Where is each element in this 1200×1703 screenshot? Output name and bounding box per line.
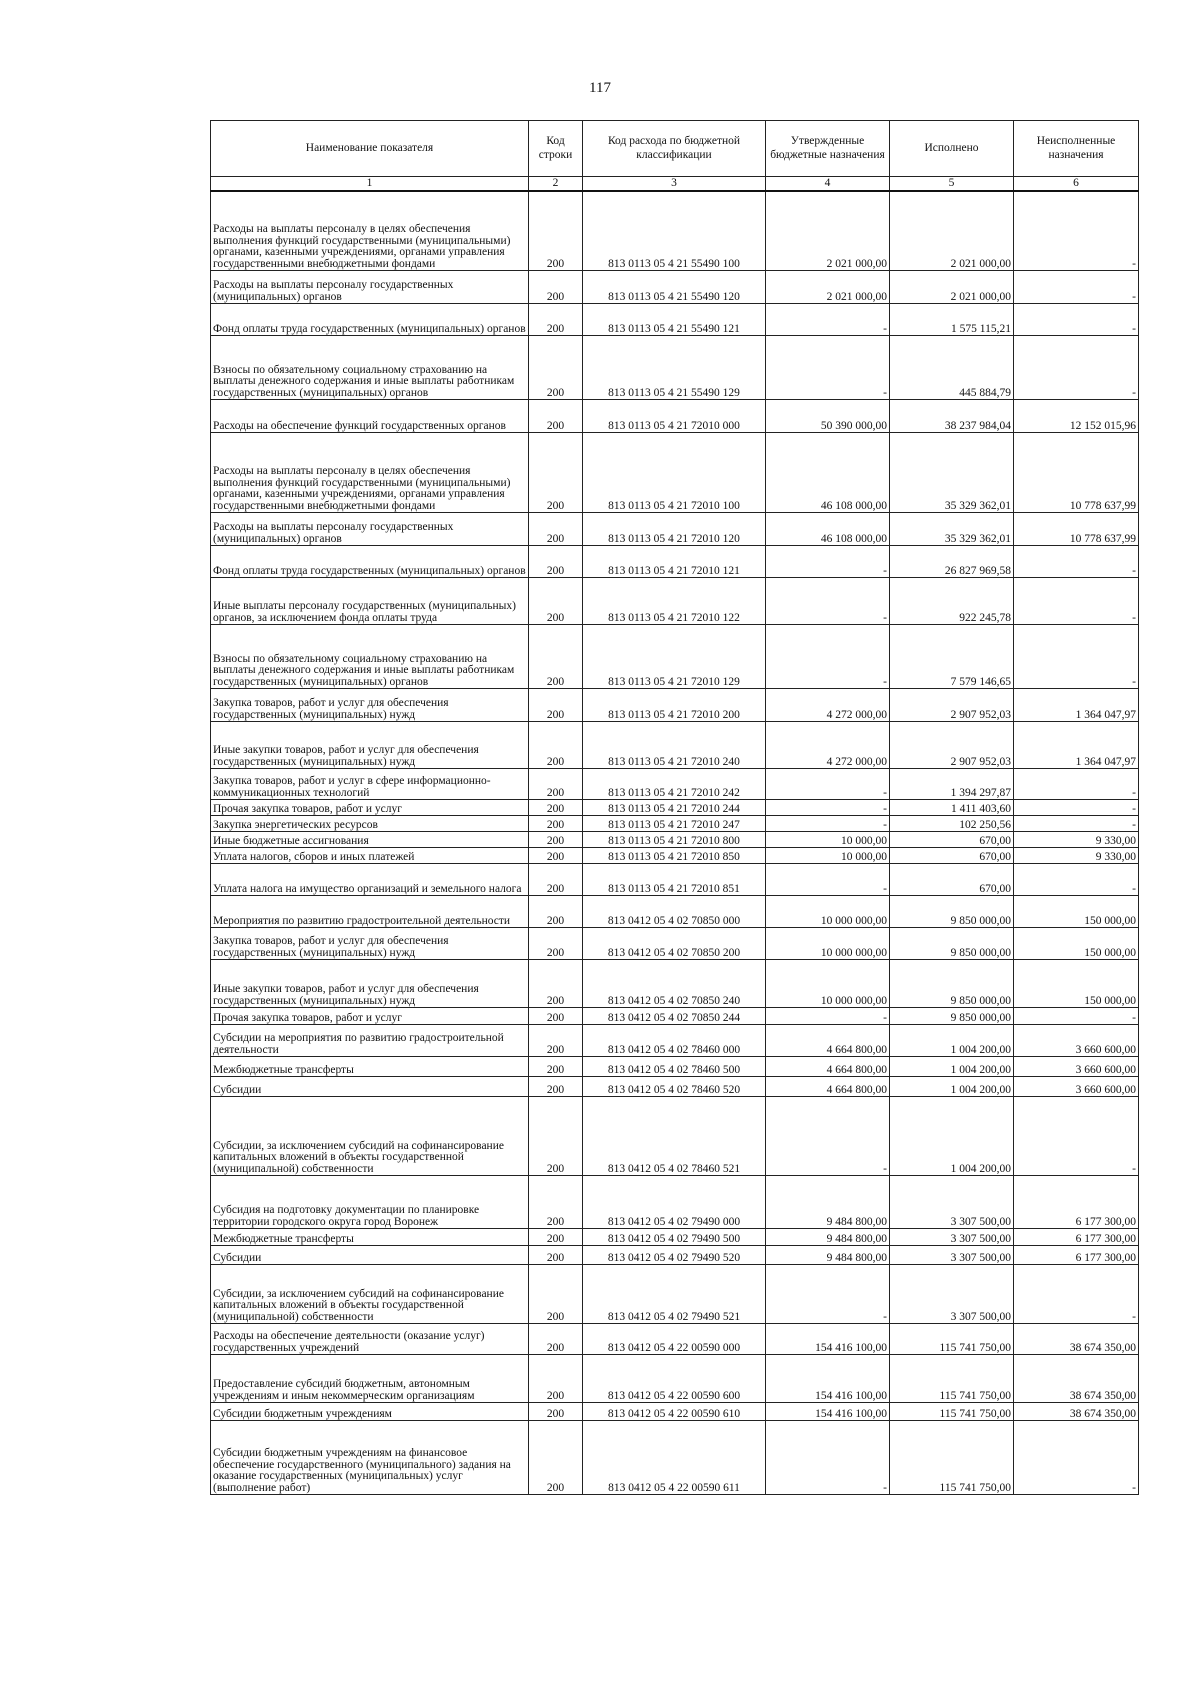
unexecuted-cell: 150 000,00 bbox=[1014, 896, 1139, 928]
unexecuted-cell: - bbox=[1014, 1097, 1139, 1176]
executed-cell: 9 850 000,00 bbox=[890, 1008, 1014, 1025]
table-row bbox=[211, 625, 1139, 689]
classification-cell: 813 0113 05 4 21 72010 240 bbox=[583, 722, 766, 769]
executed-cell: 35 329 362,01 bbox=[890, 433, 1014, 513]
executed-cell: 9 850 000,00 bbox=[890, 896, 1014, 928]
table-row bbox=[211, 1176, 1139, 1229]
approved-cell: 9 484 800,00 bbox=[766, 1229, 890, 1246]
row-code-cell: 200 bbox=[529, 1176, 583, 1229]
indicator-name-cell: Иные закупки товаров, работ и услуг для обеспечения государственных (муниципальных) нужд bbox=[211, 960, 529, 1008]
row-code-cell: 200 bbox=[529, 1229, 583, 1246]
table-row bbox=[211, 864, 1139, 896]
executed-cell: 115 741 750,00 bbox=[890, 1324, 1014, 1355]
unexecuted-cell: - bbox=[1014, 578, 1139, 625]
row-code-cell: 200 bbox=[529, 1246, 583, 1265]
approved-cell: 2 021 000,00 bbox=[766, 271, 890, 304]
executed-cell: 38 237 984,04 bbox=[890, 400, 1014, 433]
row-code-cell: 200 bbox=[529, 1421, 583, 1495]
table-row bbox=[211, 1265, 1139, 1324]
classification-cell: 813 0412 05 4 22 00590 000 bbox=[583, 1324, 766, 1355]
table-row bbox=[211, 769, 1139, 800]
executed-cell: 670,00 bbox=[890, 864, 1014, 896]
approved-cell: 9 484 800,00 bbox=[766, 1176, 890, 1229]
executed-cell: 35 329 362,01 bbox=[890, 513, 1014, 546]
table-row bbox=[211, 1355, 1139, 1403]
unexecuted-cell: - bbox=[1014, 816, 1139, 832]
approved-cell: 10 000 000,00 bbox=[766, 896, 890, 928]
classification-cell: 813 0113 05 4 21 72010 000 bbox=[583, 400, 766, 433]
classification-cell: 813 0412 05 4 22 00590 611 bbox=[583, 1421, 766, 1495]
executed-cell: 1 004 200,00 bbox=[890, 1057, 1014, 1077]
classification-cell: 813 0113 05 4 21 72010 129 bbox=[583, 625, 766, 689]
column-number: 4 bbox=[766, 177, 890, 191]
table-row bbox=[211, 546, 1139, 578]
column-number: 3 bbox=[583, 177, 766, 191]
header-budget-classification: Код расхода по бюджетной классификации bbox=[583, 121, 766, 177]
executed-cell: 670,00 bbox=[890, 848, 1014, 864]
unexecuted-cell: 38 674 350,00 bbox=[1014, 1403, 1139, 1421]
unexecuted-cell: 3 660 600,00 bbox=[1014, 1057, 1139, 1077]
table-row bbox=[211, 1008, 1139, 1025]
approved-cell: - bbox=[766, 769, 890, 800]
classification-cell: 813 0412 05 4 22 00590 610 bbox=[583, 1403, 766, 1421]
indicator-name-cell: Расходы на выплаты персоналу в целях обеспечения выполнения функций государственными (муниципальными) органами, казенными учреждениями, органами управления государственными внебюджетными фондами bbox=[211, 191, 529, 271]
classification-cell: 813 0113 05 4 21 72010 851 bbox=[583, 864, 766, 896]
classification-cell: 813 0412 05 4 02 78460 521 bbox=[583, 1097, 766, 1176]
row-code-cell: 200 bbox=[529, 304, 583, 336]
classification-cell: 813 0412 05 4 02 79490 520 bbox=[583, 1246, 766, 1265]
approved-cell: 154 416 100,00 bbox=[766, 1403, 890, 1421]
table-row bbox=[211, 722, 1139, 769]
row-code-cell: 200 bbox=[529, 1265, 583, 1324]
approved-cell: - bbox=[766, 864, 890, 896]
unexecuted-cell: - bbox=[1014, 1008, 1139, 1025]
classification-cell: 813 0113 05 4 21 72010 800 bbox=[583, 832, 766, 848]
classification-cell: 813 0412 05 4 02 78460 500 bbox=[583, 1057, 766, 1077]
unexecuted-cell: - bbox=[1014, 191, 1139, 271]
unexecuted-cell: 1 364 047,97 bbox=[1014, 689, 1139, 722]
classification-cell: 813 0113 05 4 21 72010 242 bbox=[583, 769, 766, 800]
table-row bbox=[211, 1324, 1139, 1355]
executed-cell: 115 741 750,00 bbox=[890, 1421, 1014, 1495]
table-row bbox=[211, 513, 1139, 546]
executed-cell: 102 250,56 bbox=[890, 816, 1014, 832]
classification-cell: 813 0113 05 4 21 55490 129 bbox=[583, 336, 766, 400]
row-code-cell: 200 bbox=[529, 1355, 583, 1403]
approved-cell: 2 021 000,00 bbox=[766, 191, 890, 271]
unexecuted-cell: - bbox=[1014, 336, 1139, 400]
classification-cell: 813 0113 05 4 21 72010 244 bbox=[583, 800, 766, 816]
row-code-cell: 200 bbox=[529, 336, 583, 400]
row-code-cell: 200 bbox=[529, 625, 583, 689]
approved-cell: 10 000 000,00 bbox=[766, 928, 890, 960]
indicator-name-cell: Фонд оплаты труда государственных (муниципальных) органов bbox=[211, 304, 529, 336]
row-code-cell: 200 bbox=[529, 864, 583, 896]
unexecuted-cell: 3 660 600,00 bbox=[1014, 1077, 1139, 1097]
approved-cell: - bbox=[766, 336, 890, 400]
approved-cell: 10 000 000,00 bbox=[766, 960, 890, 1008]
classification-cell: 813 0113 05 4 21 72010 200 bbox=[583, 689, 766, 722]
approved-cell: - bbox=[766, 1265, 890, 1324]
row-code-cell: 200 bbox=[529, 433, 583, 513]
row-code-cell: 200 bbox=[529, 928, 583, 960]
unexecuted-cell: 9 330,00 bbox=[1014, 832, 1139, 848]
table-row bbox=[211, 433, 1139, 513]
table-row bbox=[211, 1025, 1139, 1057]
unexecuted-cell: 150 000,00 bbox=[1014, 960, 1139, 1008]
classification-cell: 813 0412 05 4 22 00590 600 bbox=[583, 1355, 766, 1403]
executed-cell: 26 827 969,58 bbox=[890, 546, 1014, 578]
table-row bbox=[211, 832, 1139, 848]
unexecuted-cell: 12 152 015,96 bbox=[1014, 400, 1139, 433]
row-code-cell: 200 bbox=[529, 1324, 583, 1355]
indicator-name-cell: Уплата налога на имущество организаций и земельного налога bbox=[211, 864, 529, 896]
row-code-cell: 200 bbox=[529, 800, 583, 816]
table-row bbox=[211, 848, 1139, 864]
executed-cell: 2 907 952,03 bbox=[890, 722, 1014, 769]
table-row bbox=[211, 800, 1139, 816]
indicator-name-cell: Закупка товаров, работ и услуг для обеспечения государственных (муниципальных) нужд bbox=[211, 928, 529, 960]
table-row bbox=[211, 1077, 1139, 1097]
table-row bbox=[211, 578, 1139, 625]
approved-cell: - bbox=[766, 546, 890, 578]
classification-cell: 813 0412 05 4 02 70850 244 bbox=[583, 1008, 766, 1025]
executed-cell: 115 741 750,00 bbox=[890, 1403, 1014, 1421]
table-row bbox=[211, 816, 1139, 832]
indicator-name-cell: Прочая закупка товаров, работ и услуг bbox=[211, 1008, 529, 1025]
approved-cell: - bbox=[766, 816, 890, 832]
approved-cell: - bbox=[766, 1097, 890, 1176]
executed-cell: 2 907 952,03 bbox=[890, 689, 1014, 722]
classification-cell: 813 0412 05 4 02 78460 520 bbox=[583, 1077, 766, 1097]
approved-cell: 10 000,00 bbox=[766, 832, 890, 848]
executed-cell: 3 307 500,00 bbox=[890, 1229, 1014, 1246]
executed-cell: 670,00 bbox=[890, 832, 1014, 848]
executed-cell: 2 021 000,00 bbox=[890, 271, 1014, 304]
row-code-cell: 200 bbox=[529, 513, 583, 546]
unexecuted-cell: 150 000,00 bbox=[1014, 928, 1139, 960]
executed-cell: 7 579 146,65 bbox=[890, 625, 1014, 689]
indicator-name-cell: Субсидии bbox=[211, 1077, 529, 1097]
classification-cell: 813 0412 05 4 02 79490 500 bbox=[583, 1229, 766, 1246]
indicator-name-cell: Мероприятия по развитию градостроительной деятельности bbox=[211, 896, 529, 928]
table-row bbox=[211, 1229, 1139, 1246]
approved-cell: 46 108 000,00 bbox=[766, 513, 890, 546]
unexecuted-cell: 6 177 300,00 bbox=[1014, 1176, 1139, 1229]
unexecuted-cell: 3 660 600,00 bbox=[1014, 1025, 1139, 1057]
unexecuted-cell: - bbox=[1014, 1421, 1139, 1495]
indicator-name-cell: Фонд оплаты труда государственных (муниципальных) органов bbox=[211, 546, 529, 578]
unexecuted-cell: 10 778 637,99 bbox=[1014, 433, 1139, 513]
classification-cell: 813 0113 05 4 21 55490 121 bbox=[583, 304, 766, 336]
indicator-name-cell: Иные бюджетные ассигнования bbox=[211, 832, 529, 848]
indicator-name-cell: Уплата налогов, сборов и иных платежей bbox=[211, 848, 529, 864]
executed-cell: 2 021 000,00 bbox=[890, 191, 1014, 271]
table-row bbox=[211, 960, 1139, 1008]
unexecuted-cell: - bbox=[1014, 800, 1139, 816]
indicator-name-cell: Расходы на выплаты персоналу государственных (муниципальных) органов bbox=[211, 271, 529, 304]
unexecuted-cell: 1 364 047,97 bbox=[1014, 722, 1139, 769]
executed-cell: 1 394 297,87 bbox=[890, 769, 1014, 800]
row-code-cell: 200 bbox=[529, 1057, 583, 1077]
classification-cell: 813 0412 05 4 02 70850 240 bbox=[583, 960, 766, 1008]
row-code-cell: 200 bbox=[529, 1008, 583, 1025]
table-row bbox=[211, 400, 1139, 433]
approved-cell: - bbox=[766, 578, 890, 625]
approved-cell: 50 390 000,00 bbox=[766, 400, 890, 433]
table-row bbox=[211, 1403, 1139, 1421]
table-row bbox=[211, 1246, 1139, 1265]
table-row bbox=[211, 1057, 1139, 1077]
indicator-name-cell: Прочая закупка товаров, работ и услуг bbox=[211, 800, 529, 816]
row-code-cell: 200 bbox=[529, 722, 583, 769]
row-code-cell: 200 bbox=[529, 271, 583, 304]
row-code-cell: 200 bbox=[529, 1403, 583, 1421]
row-code-cell: 200 bbox=[529, 832, 583, 848]
unexecuted-cell: 10 778 637,99 bbox=[1014, 513, 1139, 546]
row-code-cell: 200 bbox=[529, 400, 583, 433]
executed-cell: 9 850 000,00 bbox=[890, 960, 1014, 1008]
classification-cell: 813 0113 05 4 21 55490 120 bbox=[583, 271, 766, 304]
table-row bbox=[211, 304, 1139, 336]
indicator-name-cell: Закупка товаров, работ и услуг в сфере информационно-коммуникационных технологий bbox=[211, 769, 529, 800]
approved-cell: 46 108 000,00 bbox=[766, 433, 890, 513]
executed-cell: 3 307 500,00 bbox=[890, 1246, 1014, 1265]
table-row bbox=[211, 191, 1139, 271]
classification-cell: 813 0412 05 4 02 70850 000 bbox=[583, 896, 766, 928]
classification-cell: 813 0113 05 4 21 72010 100 bbox=[583, 433, 766, 513]
indicator-name-cell: Субсидии, за исключением субсидий на софинансирование капитальных вложений в объекты государственной (муниципальной) собственности bbox=[211, 1265, 529, 1324]
classification-cell: 813 0113 05 4 21 72010 122 bbox=[583, 578, 766, 625]
classification-cell: 813 0412 05 4 02 79490 000 bbox=[583, 1176, 766, 1229]
unexecuted-cell: - bbox=[1014, 271, 1139, 304]
approved-cell: 4 664 800,00 bbox=[766, 1077, 890, 1097]
row-code-cell: 200 bbox=[529, 578, 583, 625]
table-row bbox=[211, 689, 1139, 722]
approved-cell: 154 416 100,00 bbox=[766, 1324, 890, 1355]
indicator-name-cell: Расходы на обеспечение функций государственных органов bbox=[211, 400, 529, 433]
approved-cell: 10 000,00 bbox=[766, 848, 890, 864]
indicator-name-cell: Иные закупки товаров, работ и услуг для обеспечения государственных (муниципальных) нужд bbox=[211, 722, 529, 769]
classification-cell: 813 0113 05 4 21 55490 100 bbox=[583, 191, 766, 271]
row-code-cell: 200 bbox=[529, 960, 583, 1008]
table-row bbox=[211, 928, 1139, 960]
approved-cell: 154 416 100,00 bbox=[766, 1355, 890, 1403]
executed-cell: 1 004 200,00 bbox=[890, 1025, 1014, 1057]
approved-cell: 4 664 800,00 bbox=[766, 1025, 890, 1057]
table-body bbox=[211, 191, 1139, 1495]
table-row bbox=[211, 896, 1139, 928]
approved-cell: 4 272 000,00 bbox=[766, 722, 890, 769]
unexecuted-cell: - bbox=[1014, 769, 1139, 800]
executed-cell: 9 850 000,00 bbox=[890, 928, 1014, 960]
classification-cell: 813 0113 05 4 21 72010 121 bbox=[583, 546, 766, 578]
executed-cell: 3 307 500,00 bbox=[890, 1176, 1014, 1229]
column-number: 2 bbox=[529, 177, 583, 191]
row-code-cell: 200 bbox=[529, 848, 583, 864]
unexecuted-cell: 6 177 300,00 bbox=[1014, 1246, 1139, 1265]
approved-cell: - bbox=[766, 1421, 890, 1495]
column-number: 5 bbox=[890, 177, 1014, 191]
row-code-cell: 200 bbox=[529, 546, 583, 578]
unexecuted-cell: - bbox=[1014, 864, 1139, 896]
row-code-cell: 200 bbox=[529, 1097, 583, 1176]
column-number: 6 bbox=[1014, 177, 1139, 191]
executed-cell: 1 004 200,00 bbox=[890, 1097, 1014, 1176]
executed-cell: 1 411 403,60 bbox=[890, 800, 1014, 816]
unexecuted-cell: 38 674 350,00 bbox=[1014, 1355, 1139, 1403]
indicator-name-cell: Расходы на обеспечение деятельности (оказание услуг) государственных учреждений bbox=[211, 1324, 529, 1355]
classification-cell: 813 0113 05 4 21 72010 850 bbox=[583, 848, 766, 864]
indicator-name-cell: Субсидии, за исключением субсидий на софинансирование капитальных вложений в объекты государственной (муниципальной) собственности bbox=[211, 1097, 529, 1176]
indicator-name-cell: Межбюджетные трансферты bbox=[211, 1057, 529, 1077]
classification-cell: 813 0412 05 4 02 70850 200 bbox=[583, 928, 766, 960]
unexecuted-cell: - bbox=[1014, 304, 1139, 336]
unexecuted-cell: - bbox=[1014, 546, 1139, 578]
indicator-name-cell: Межбюджетные трансферты bbox=[211, 1229, 529, 1246]
indicator-name-cell: Субсидии бюджетным учреждениям bbox=[211, 1403, 529, 1421]
table-row bbox=[211, 336, 1139, 400]
indicator-name-cell: Иные выплаты персоналу государственных (муниципальных) органов, за исключением фонда оплаты труда bbox=[211, 578, 529, 625]
unexecuted-cell: 9 330,00 bbox=[1014, 848, 1139, 864]
indicator-name-cell: Субсидия на подготовку документации по планировке территории городского округа город Воронеж bbox=[211, 1176, 529, 1229]
row-code-cell: 200 bbox=[529, 816, 583, 832]
budget-execution-table bbox=[210, 120, 1139, 1495]
executed-cell: 922 245,78 bbox=[890, 578, 1014, 625]
header-executed: Исполнено bbox=[890, 121, 1014, 177]
header-approved: Утвержденные бюджетные назначения bbox=[766, 121, 890, 177]
unexecuted-cell: 38 674 350,00 bbox=[1014, 1324, 1139, 1355]
column-number: 1 bbox=[211, 177, 529, 191]
executed-cell: 1 004 200,00 bbox=[890, 1077, 1014, 1097]
classification-cell: 813 0412 05 4 02 78460 000 bbox=[583, 1025, 766, 1057]
classification-cell: 813 0113 05 4 21 72010 247 bbox=[583, 816, 766, 832]
row-code-cell: 200 bbox=[529, 1077, 583, 1097]
indicator-name-cell: Предоставление субсидий бюджетным, автономным учреждениям и иным некоммерческим организациям bbox=[211, 1355, 529, 1403]
row-code-cell: 200 bbox=[529, 769, 583, 800]
indicator-name-cell: Расходы на выплаты персоналу в целях обеспечения выполнения функций государственными (муниципальными) органами, казенными учреждениями, органами управления государственными внебюджетными фондами bbox=[211, 433, 529, 513]
executed-cell: 445 884,79 bbox=[890, 336, 1014, 400]
row-code-cell: 200 bbox=[529, 1025, 583, 1057]
executed-cell: 115 741 750,00 bbox=[890, 1355, 1014, 1403]
indicator-name-cell: Взносы по обязательному социальному страхованию на выплаты денежного содержания и иные выплаты работникам государственных (муниципальных) органов bbox=[211, 336, 529, 400]
approved-cell: - bbox=[766, 1008, 890, 1025]
table-row bbox=[211, 1421, 1139, 1495]
indicator-name-cell: Расходы на выплаты персоналу государственных (муниципальных) органов bbox=[211, 513, 529, 546]
approved-cell: 4 664 800,00 bbox=[766, 1057, 890, 1077]
header-indicator-name: Наименование показателя bbox=[211, 121, 529, 177]
row-code-cell: 200 bbox=[529, 689, 583, 722]
executed-cell: 3 307 500,00 bbox=[890, 1265, 1014, 1324]
executed-cell: 1 575 115,21 bbox=[890, 304, 1014, 336]
indicator-name-cell: Субсидии на мероприятия по развитию градостроительной деятельности bbox=[211, 1025, 529, 1057]
approved-cell: - bbox=[766, 800, 890, 816]
page-number: 117 bbox=[589, 80, 611, 96]
unexecuted-cell: - bbox=[1014, 1265, 1139, 1324]
unexecuted-cell: 6 177 300,00 bbox=[1014, 1229, 1139, 1246]
indicator-name-cell: Закупка энергетических ресурсов bbox=[211, 816, 529, 832]
approved-cell: - bbox=[766, 625, 890, 689]
indicator-name-cell: Взносы по обязательному социальному страхованию на выплаты денежного содержания и иные выплаты работникам государственных (муниципальных) органов bbox=[211, 625, 529, 689]
indicator-name-cell: Закупка товаров, работ и услуг для обеспечения государственных (муниципальных) нужд bbox=[211, 689, 529, 722]
row-code-cell: 200 bbox=[529, 191, 583, 271]
indicator-name-cell: Субсидии бюджетным учреждениям на финансовое обеспечение государственного (муниципального) задания на оказание государственных (муниципальных) услуг (выполнение работ) bbox=[211, 1421, 529, 1495]
table-row bbox=[211, 271, 1139, 304]
unexecuted-cell: - bbox=[1014, 625, 1139, 689]
table-row bbox=[211, 1097, 1139, 1176]
approved-cell: 9 484 800,00 bbox=[766, 1246, 890, 1265]
indicator-name-cell: Субсидии bbox=[211, 1246, 529, 1265]
row-code-cell: 200 bbox=[529, 896, 583, 928]
header-row-code: Код строки bbox=[529, 121, 583, 177]
approved-cell: - bbox=[766, 304, 890, 336]
classification-cell: 813 0113 05 4 21 72010 120 bbox=[583, 513, 766, 546]
classification-cell: 813 0412 05 4 02 79490 521 bbox=[583, 1265, 766, 1324]
approved-cell: 4 272 000,00 bbox=[766, 689, 890, 722]
header-unexecuted: Неисполненные назначения bbox=[1014, 121, 1139, 177]
